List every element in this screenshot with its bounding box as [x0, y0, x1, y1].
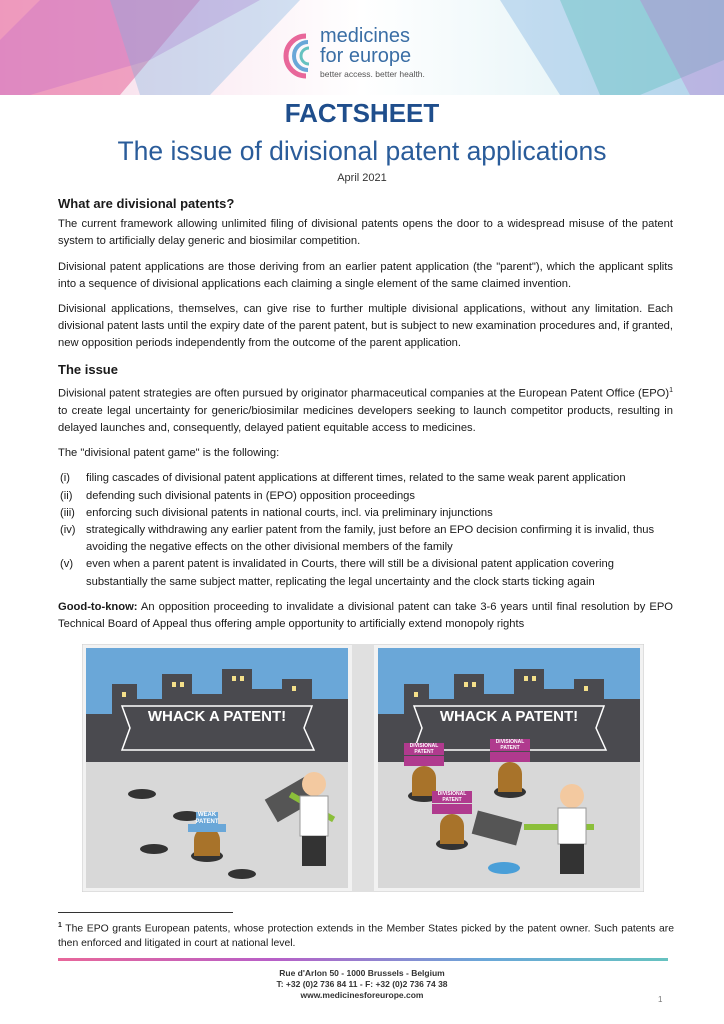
hat-label-divisional: DIVISIONAL PATENT: [432, 791, 472, 803]
paragraph-part: Divisional patent strategies are often pursued by originator pharmaceutical companies at the European Patent Office (EPO): [58, 387, 670, 400]
brand-name-line2: for europe: [320, 45, 412, 67]
list-item: [58, 488, 673, 505]
footer-website-link[interactable]: www.medicinesforeurope.com: [300, 990, 424, 1000]
list-text: even when a parent patent is invalidated in Courts, there will still be a divisional patent application covering substantially the same subject matter, replicating the legal uncertainty and the clock starts ticking again: [86, 558, 614, 588]
whack-a-patent-illustration: [82, 644, 644, 892]
list-item: [58, 505, 673, 522]
cartoon-banner-right: WHACK A PATENT!: [439, 708, 579, 725]
paragraph: The current framework allowing unlimited filing of divisional patents opens the door to a widespread misuse of the patent system to artificially delay generic and biosimilar competition.: [58, 218, 673, 248]
list-number: (i): [60, 472, 70, 485]
list-text: filing cascades of divisional patent applications at different times, related to the same weak parent application: [86, 472, 626, 485]
good-to-know-label: Good-to-know:: [58, 600, 138, 613]
cartoon-panel-right: [374, 644, 644, 892]
brand-tagline: better access. better health.: [320, 69, 425, 79]
hat-label-divisional: DIVISIONAL PATENT: [490, 739, 530, 751]
brand-logo: [278, 26, 458, 88]
list-item: [58, 470, 673, 487]
section-heading-divisional: What are divisional patents?: [58, 196, 235, 211]
good-to-know: [58, 599, 673, 633]
cartoon-panel-left: [82, 644, 352, 892]
footnote-text: The EPO grants European patents, whose protection extends in the Member States picked by the patent owner. Such patents are then enforced and litigated in court at national level.: [58, 923, 674, 950]
footnote-divider: [58, 912, 233, 913]
brand-name-line1: medicines: [320, 25, 411, 47]
footer-phone: T: +32 (0)2 736 84 11 - F: +32 (0)2 736 74 38: [276, 979, 448, 989]
list-intro: The "divisional patent game" is the following:: [58, 447, 280, 460]
factsheet-label: FACTSHEET: [284, 98, 440, 128]
hat-label-weak: WEAK PATENT: [195, 812, 219, 825]
cartoon-banner-left: WHACK A PATENT!: [147, 708, 287, 725]
paragraph: Divisional applications, themselves, can give rise to further multiple divisional applications, without any limitation. Each divisional patent lasts until the expiry date of the parent patent, but is subject to new examination procedures and, if granted, new opposition periods independently from the outcome of the parent application.: [58, 303, 673, 350]
main-content: [58, 195, 673, 641]
game-steps-list: [58, 470, 673, 590]
page-footer: [0, 968, 724, 1001]
paragraph: Divisional patent applications are those deriving from an earlier patent application (the "parent"), which the applicant splits into a sequence of divisional applications each claiming a single element of the same claimed invention.: [58, 260, 673, 290]
footnote: [58, 918, 674, 951]
list-item: [58, 522, 673, 556]
logo-swirl-icon: [278, 30, 318, 82]
list-number: (ii): [60, 489, 73, 502]
good-to-know-text: An opposition proceeding to invalidate a divisional patent can take 3-6 years until final resolution by EPO Technical Board of Appeal thus offering ample opportunity to artificially extend monopoly rights: [58, 600, 673, 630]
list-number: (iv): [60, 523, 76, 536]
list-text: strategically withdrawing any earlier patent from the family, just before an EPO decision confirming it is invalid, thus avoiding the negative effects on the other divisional members of the family: [86, 523, 655, 554]
list-item: [58, 556, 673, 590]
paragraph-part: to create legal uncertainty for generic/biosimilar medicines developers seeking to launch competitor products, resulting in delayed launches and, consequently, delayed patient equitable access to medicines.: [58, 404, 673, 434]
page-title: The issue of divisional patent applications: [117, 136, 607, 166]
paragraph: [58, 382, 673, 437]
footer-address: Rue d'Arlon 50 - 1000 Brussels - Belgium: [279, 968, 445, 978]
page-number: 1: [658, 995, 663, 1004]
list-number: (v): [60, 558, 74, 571]
footnote-number: 1: [58, 922, 62, 929]
list-number: (iii): [60, 506, 75, 519]
footnote-ref[interactable]: 1: [669, 386, 673, 394]
list-text: enforcing such divisional patents in national courts, incl. via preliminary injunctions: [86, 506, 493, 519]
footer-divider: [58, 958, 668, 961]
publication-date: April 2021: [337, 172, 387, 184]
hat-label-divisional: DIVISIONAL PATENT: [404, 743, 444, 755]
section-heading-issue: The issue: [58, 361, 118, 377]
list-text: defending such divisional patents in (EPO) opposition proceedings: [86, 489, 415, 502]
